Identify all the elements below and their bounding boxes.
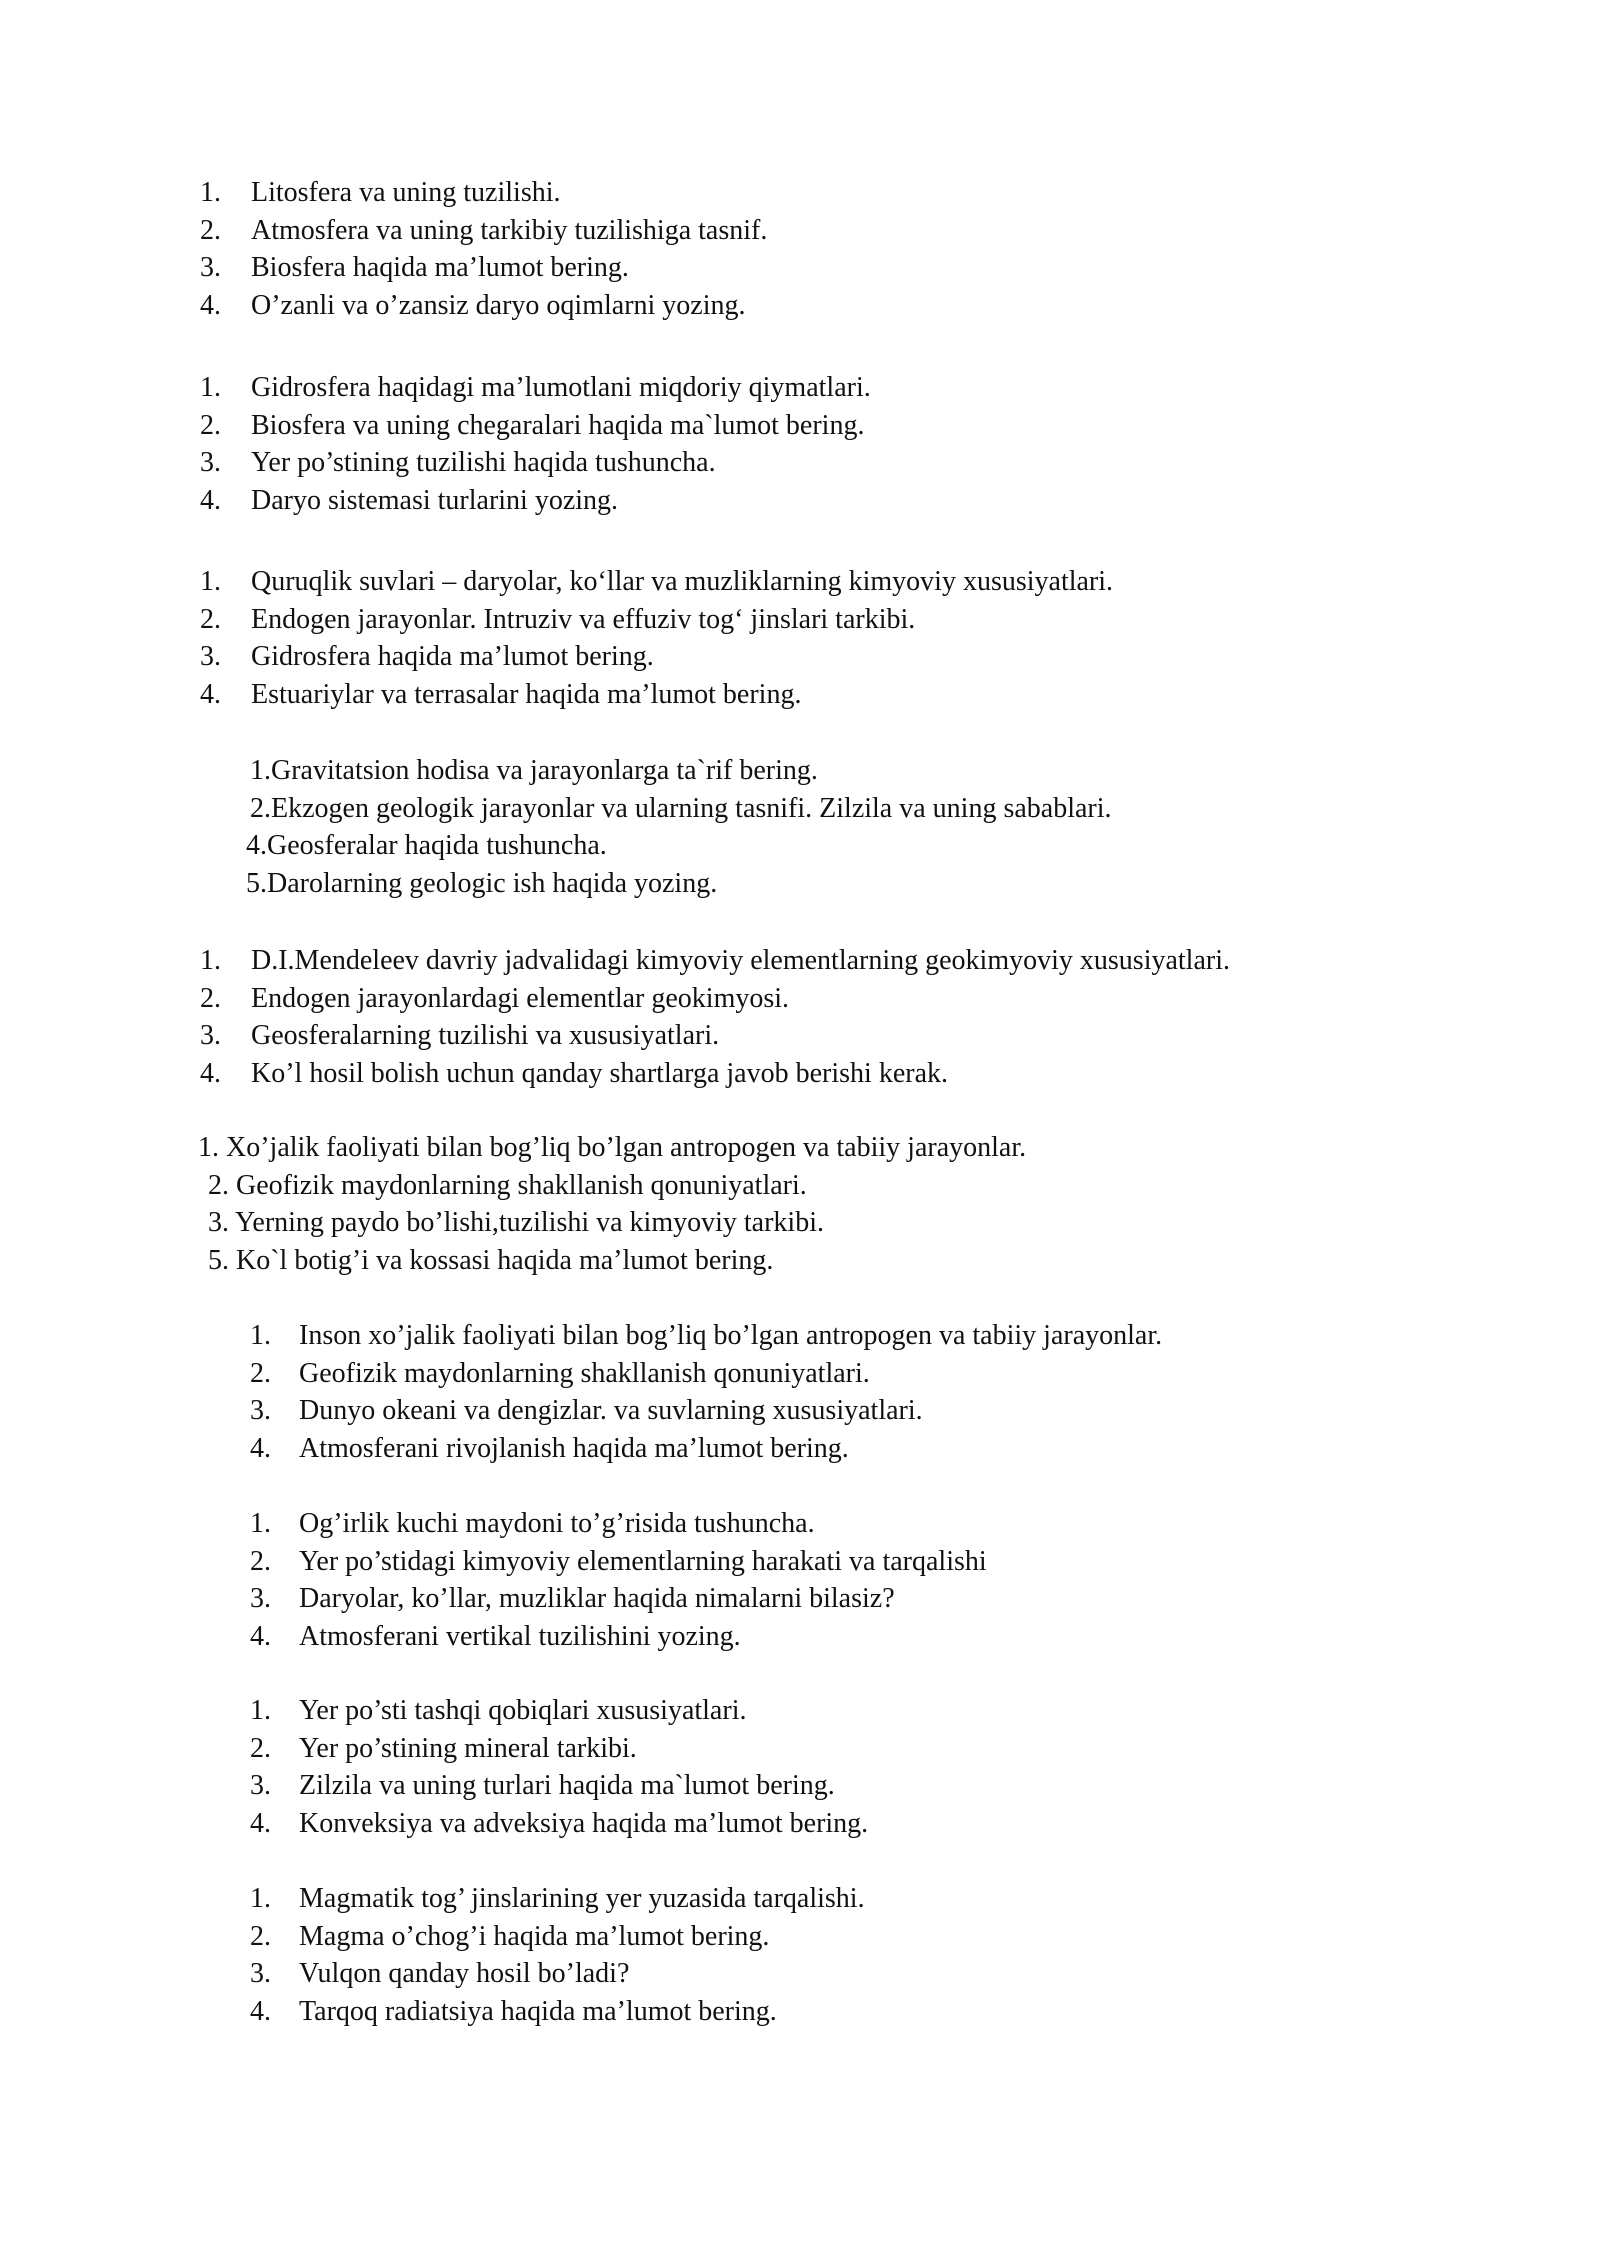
item-number: 3. — [200, 252, 221, 284]
list-item — [0, 1618, 1600, 1656]
list-item — [0, 980, 1600, 1018]
item-number: 3. — [250, 1770, 271, 1802]
list-item — [0, 752, 1600, 790]
list-item — [0, 1129, 1600, 1167]
list-item — [0, 865, 1600, 903]
item-text: Ko`l botig’i va kossasi haqida ma’lumot bering. — [236, 1244, 774, 1276]
item-number: 1. — [200, 177, 221, 208]
item-text: Quruqlik suvlari – daryolar, ko‘llar va muzliklarning kimyoviy xususiyatlari. — [251, 566, 1114, 597]
list-item — [0, 1055, 1600, 1093]
item-text: Atmosfera va uning tarkibiy tuzilishiga tasnif. — [251, 214, 768, 246]
item-number: 2. — [200, 409, 221, 441]
list-item — [0, 1730, 1600, 1768]
item-text: Endogen jarayonlardagi elementlar geokimyosi. — [251, 982, 790, 1014]
list-item — [0, 601, 1600, 639]
item-number: 2. — [200, 214, 221, 246]
item-text: Zilzila va uning turlari haqida ma`lumot bering. — [299, 1770, 835, 1802]
list-item — [0, 1242, 1600, 1280]
item-number: 3. — [250, 1583, 271, 1615]
item-text: Yerning paydo bo’lishi,tuzilishi va kimyoviy tarkibi. — [234, 1207, 824, 1239]
item-number: 2. — [208, 1169, 229, 1201]
item-number: 3. — [208, 1207, 229, 1239]
item-number: 2. — [250, 792, 271, 824]
list-item — [0, 1918, 1600, 1956]
item-text: Yer po’sti tashqi qobiqlari xususiyatlari. — [299, 1695, 747, 1726]
item-number: 2. — [250, 1732, 271, 1764]
item-number: 3. — [250, 1958, 271, 1990]
item-text: Geosferalar haqida tushuncha. — [267, 830, 607, 862]
item-text: Yer po’stining mineral tarkibi. — [299, 1732, 637, 1764]
item-text: Xo’jalik faoliyati bilan bog’liq bo’lgan antropogen va tabiiy jarayonlar. — [226, 1132, 1027, 1163]
list-item — [0, 1692, 1600, 1730]
list-item — [0, 1805, 1600, 1843]
list-item — [0, 1767, 1600, 1805]
list-item — [0, 1017, 1600, 1055]
item-number: 1. — [250, 1883, 271, 1914]
item-text: Dunyo okeani va dengizlar. va suvlarning xususiyatlari. — [299, 1395, 923, 1427]
item-text: Daryo sistemasi turlarini yozing. — [251, 484, 619, 516]
list-item — [0, 212, 1600, 250]
item-number: 1. — [198, 1132, 219, 1163]
question-group-7 — [0, 1317, 1600, 1467]
list-item — [0, 1880, 1600, 1918]
question-group-5 — [0, 942, 1600, 1092]
item-text: Gravitatsion hodisa va jarayonlarga ta`rif bering. — [271, 755, 818, 786]
item-number: 4. — [200, 484, 221, 516]
item-number: 5. — [208, 1244, 229, 1276]
item-text: Ekzogen geologik jarayonlar va ularning tasnifi. Zilzila va uning sabablari. — [271, 792, 1112, 824]
list-item — [0, 407, 1600, 445]
item-text: Biosfera va uning chegaralari haqida ma`lumot bering. — [251, 409, 865, 441]
list-item — [0, 1317, 1600, 1355]
item-text: Gidrosfera haqida ma’lumot bering. — [251, 641, 654, 673]
item-text: Yer po’stidagi kimyoviy elementlarning harakati va tarqalishi — [299, 1545, 987, 1577]
item-number: 3. — [200, 1020, 221, 1052]
item-number: 1. — [250, 1508, 271, 1539]
item-number: 4. — [250, 1995, 271, 2027]
item-text: Tarqoq radiatsiya haqida ma’lumot bering. — [299, 1995, 777, 2027]
item-number: 1. — [250, 1320, 271, 1351]
list-item — [0, 1993, 1600, 2031]
item-number: 2. — [250, 1357, 271, 1389]
list-item — [0, 1580, 1600, 1618]
item-text: Litosfera va uning tuzilishi. — [251, 177, 561, 208]
item-number: 4. — [200, 289, 221, 321]
list-item — [0, 1204, 1600, 1242]
list-item — [0, 563, 1600, 601]
list-item — [0, 1543, 1600, 1581]
question-group-4 — [0, 752, 1600, 902]
item-text: Inson xo’jalik faoliyati bilan bog’liq bo’lgan antropogen va tabiiy jarayonlar. — [299, 1320, 1163, 1351]
item-number: 3. — [200, 641, 221, 673]
question-group-1 — [0, 174, 1600, 324]
item-text: Atmosferani rivojlanish haqida ma’lumot bering. — [299, 1432, 849, 1464]
list-item — [0, 790, 1600, 828]
list-item — [0, 942, 1600, 980]
item-number: 1. — [200, 566, 221, 597]
question-group-9 — [0, 1692, 1600, 1842]
item-number: 3. — [250, 1395, 271, 1427]
item-text: Endogen jarayonlar. Intruziv va effuziv tog‘ jinslari tarkibi. — [251, 603, 916, 635]
item-number: 5. — [246, 867, 267, 899]
list-item — [0, 1955, 1600, 1993]
item-text: Estuariylar va terrasalar haqida ma’lumot bering. — [251, 678, 802, 710]
question-group-8 — [0, 1505, 1600, 1655]
list-item — [0, 249, 1600, 287]
item-text: Yer po’stining tuzilishi haqida tushuncha. — [251, 447, 716, 479]
item-number: 4. — [250, 1807, 271, 1839]
question-group-3 — [0, 563, 1600, 713]
item-number: 2. — [250, 1920, 271, 1952]
list-item — [0, 1505, 1600, 1543]
item-number: 1. — [200, 372, 221, 403]
list-item — [0, 827, 1600, 865]
item-number: 4. — [200, 1057, 221, 1089]
list-item — [0, 369, 1600, 407]
item-number: 4. — [246, 830, 267, 862]
item-number: 1. — [250, 755, 271, 786]
item-text: Biosfera haqida ma’lumot bering. — [251, 252, 629, 284]
list-item — [0, 287, 1600, 325]
item-number: 2. — [200, 982, 221, 1014]
item-text: Geofizik maydonlarning shakllanish qonuniyatlari. — [299, 1357, 870, 1389]
item-number: 4. — [250, 1620, 271, 1652]
item-text: Magma o’chog’i haqida ma’lumot bering. — [299, 1920, 770, 1952]
item-number: 4. — [250, 1432, 271, 1464]
item-text: Og’irlik kuchi maydoni to’g’risida tushuncha. — [299, 1508, 815, 1539]
list-item — [0, 174, 1600, 212]
item-number: 4. — [200, 678, 221, 710]
question-group-6 — [0, 1129, 1600, 1279]
item-number: 2. — [200, 603, 221, 635]
item-number: 1. — [250, 1695, 271, 1726]
item-number: 1. — [200, 945, 221, 976]
item-text: Konveksiya va adveksiya haqida ma’lumot bering. — [299, 1807, 869, 1839]
item-text: Vulqon qanday hosil bo’ladi? — [299, 1958, 630, 1990]
question-group-10 — [0, 1880, 1600, 2030]
list-item — [0, 676, 1600, 714]
item-text: Magmatik tog’ jinslarining yer yuzasida tarqalishi. — [299, 1883, 865, 1914]
item-text: Darolarning geologic ish haqida yozing. — [267, 867, 718, 899]
question-group-2 — [0, 369, 1600, 519]
item-text: Gidrosfera haqidagi ma’lumotlani miqdoriy qiymatlari. — [251, 372, 871, 403]
item-text: Geosferalarning tuzilishi va xususiyatlari. — [251, 1020, 720, 1052]
list-item — [0, 1355, 1600, 1393]
list-item — [0, 1167, 1600, 1205]
list-item — [0, 638, 1600, 676]
list-item — [0, 1392, 1600, 1430]
list-item — [0, 444, 1600, 482]
item-text: Daryolar, ko’llar, muzliklar haqida nimalarni bilasiz? — [299, 1583, 895, 1615]
item-text: Atmosferani vertikal tuzilishini yozing. — [299, 1620, 741, 1652]
item-number: 3. — [200, 447, 221, 479]
item-text: D.I.Mendeleev davriy jadvalidagi kimyoviy elementlarning geokimyoviy xususiyatlari. — [251, 945, 1230, 976]
item-text: O’zanli va o’zansiz daryo oqimlarni yozing. — [251, 289, 746, 321]
list-item — [0, 482, 1600, 520]
item-text: Geofizik maydonlarning shakllanish qonuniyatlari. — [236, 1169, 807, 1201]
item-number: 2. — [250, 1545, 271, 1577]
list-item — [0, 1430, 1600, 1468]
item-text: Ko’l hosil bolish uchun qanday shartlarga javob berishi kerak. — [251, 1057, 948, 1089]
